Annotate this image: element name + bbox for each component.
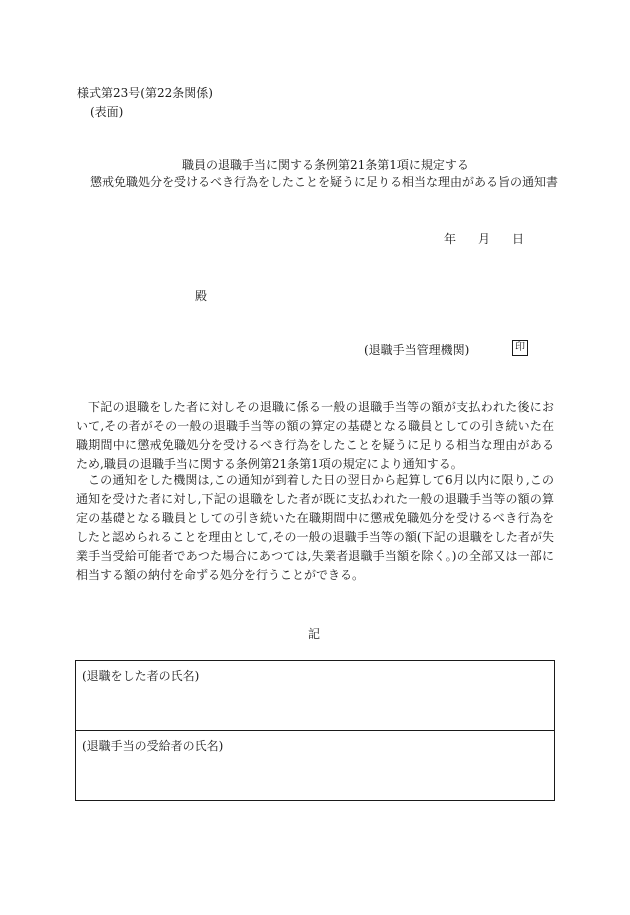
sender-authority: (退職手当管理機関) (364, 343, 470, 357)
retiree-name-label: (退職をした者の氏名) (82, 669, 200, 683)
seal-mark: 印 (512, 340, 528, 356)
recipient-name-label: (退職手当の受給者の氏名) (82, 739, 224, 753)
recipient-name-cell[interactable] (76, 731, 554, 800)
face-label: (表面) (90, 105, 124, 119)
document-title-line-1: 職員の退職手当に関する条例第21条第1項に規定する (182, 158, 469, 172)
info-table (75, 660, 555, 801)
date-month-label: 月 (478, 232, 491, 246)
date-year-label: 年 (444, 232, 457, 246)
document-title-line-2: 懲戒免職処分を受けるべき行為をしたことを疑うに足りる相当な理由がある旨の通知書 (90, 175, 559, 189)
form-number: 様式第23号(第22条関係) (77, 86, 213, 100)
body-paragraph-2: この通知をした機関は,この通知が到着した日の翌日から起算して6月以内に限り,この通知を受けた者に対し,下記の退職をした者が既に支払われた一般の退職手当等の額の算定の基礎となる職員としての引き続いた在職期間中に懲戒免職処分を受けるべき行為をしたと認められることを理由として,その一般の退職手当等の額(下記の退職をした者が失業手当受給可能者であつた場合にあつては,失業者退職手当額を除く。)の全部又は一部に相当する額の納付を命ずる処分を行うことができる。 (76, 473, 554, 582)
ki-heading: 記 (308, 627, 321, 641)
retiree-name-cell[interactable] (76, 661, 554, 731)
addressee-honorific: 殿 (195, 289, 208, 303)
body-paragraph-1: 下記の退職をした者に対しその退職に係る一般の退職手当等の額が支払われた後において,その者がその一般の退職手当等の額の算定の基礎となる職員としての引き続いた在職期間中に懲戒免職処分を受けるべき行為をしたことを疑うに足りる相当な理由があるため,職員の退職手当に関する条例第21条第1項の規定により通知する。 (76, 400, 554, 471)
date-line (444, 230, 524, 247)
date-day-label: 日 (512, 232, 525, 246)
